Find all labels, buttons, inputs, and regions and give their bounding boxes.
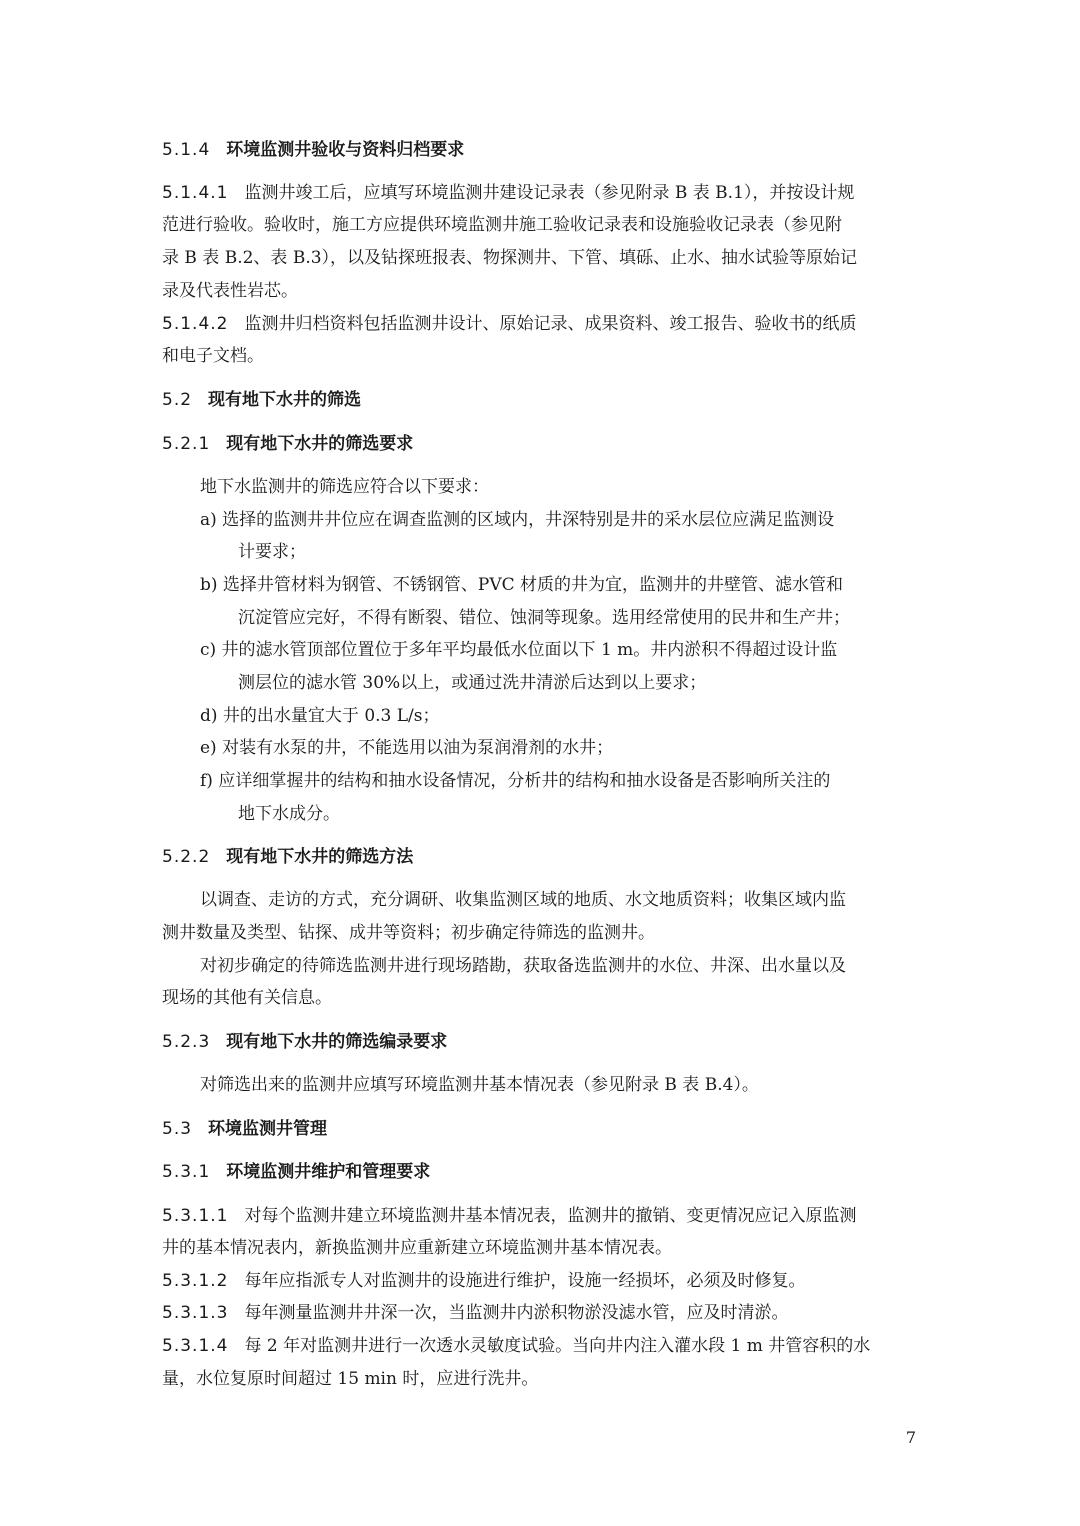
- paragraph-line: [238, 671, 706, 695]
- paragraph-line: [200, 736, 613, 760]
- line-text: 录 B 表 B.2、表 B.3），以及钻探班报表、物探测井、下管、填砾、止水、抽水试验等原始记: [162, 248, 858, 268]
- paragraph-line: [238, 540, 306, 564]
- page-number: 7: [905, 1428, 916, 1447]
- paragraph-line: [162, 986, 332, 1010]
- paragraph-line: [238, 606, 850, 630]
- paragraph-line: [162, 1301, 788, 1325]
- line-text: 地下水监测井的筛选应符合以下要求：: [200, 477, 489, 497]
- section-heading: [162, 432, 413, 456]
- clause-number: 5.2.2: [162, 847, 211, 867]
- section-heading: [162, 1160, 430, 1184]
- line-text: 环境监测井管理: [208, 1119, 328, 1139]
- clause-number: 5.3.1.4: [162, 1336, 229, 1356]
- clause-number: 5.3.1.1: [162, 1206, 229, 1226]
- line-text: 以调查、走访的方式，充分调研、收集监测区域的地质、水文地质资料；收集区域内监: [200, 890, 846, 910]
- section-heading: [162, 1030, 447, 1054]
- line-text: 测层位的滤水管 30%以上，或通过洗井清淤后达到以上要求；: [238, 673, 707, 693]
- line-text: 录及代表性岩芯。: [162, 281, 298, 301]
- paragraph-line: [200, 704, 440, 728]
- clause-number: 5.3.1.2: [162, 1271, 229, 1291]
- clause-number: 5.3.1.3: [162, 1303, 229, 1323]
- line-text: 计要求；: [238, 542, 306, 562]
- paragraph-line: [162, 213, 842, 237]
- paragraph-line: [162, 312, 856, 336]
- line-text: c) 井的滤水管顶部位置位于多年平均最低水位面以下 1 m。井内淤积不得超过设计监: [200, 640, 838, 660]
- line-text: 对初步确定的待筛选监测井进行现场踏勘，获取备选监测井的水位、井深、出水量以及: [200, 956, 846, 976]
- line-text: 每年应指派专人对监测井的设施进行维护，设施一经损坏，必须及时修复。: [244, 1271, 806, 1291]
- paragraph-line: [162, 921, 655, 945]
- line-text: 现有地下水井的筛选: [208, 390, 362, 410]
- clause-number: 5.3.1: [162, 1162, 211, 1182]
- paragraph-line: [238, 802, 340, 826]
- paragraph-line: [200, 1073, 759, 1097]
- paragraph-line: [162, 1236, 672, 1260]
- line-text: 现有地下水井的筛选编录要求: [226, 1032, 448, 1052]
- paragraph-line: [162, 1334, 870, 1358]
- clause-number: 5.2.1: [162, 434, 211, 454]
- paragraph-line: [162, 1269, 805, 1293]
- line-text: e) 对装有水泵的井，不能选用以油为泵润滑剂的水井；: [200, 738, 614, 758]
- line-text: 环境监测井验收与资料归档要求: [226, 140, 465, 160]
- clause-number: 5.3: [162, 1119, 193, 1139]
- paragraph-line: [162, 181, 854, 205]
- line-text: 环境监测井维护和管理要求: [226, 1162, 431, 1182]
- line-text: 沉淀管应完好，不得有断裂、错位、蚀洞等现象。选用经常使用的民井和生产井；: [238, 608, 850, 628]
- section-heading: [162, 138, 464, 162]
- line-text: 和电子文档。: [162, 346, 264, 366]
- paragraph-line: [162, 1204, 856, 1228]
- line-text: 每年测量监测井井深一次，当监测井内淤积物淤没滤水管，应及时清淤。: [244, 1303, 789, 1323]
- paragraph-line: [162, 246, 857, 270]
- section-heading: [162, 845, 413, 869]
- clause-number: 5.2: [162, 390, 193, 410]
- line-text: 现有地下水井的筛选要求: [226, 434, 414, 454]
- paragraph-line: [162, 344, 264, 368]
- line-text: 现场的其他有关信息。: [162, 988, 332, 1008]
- line-text: 监测井竣工后，应填写环境监测井建设记录表（参见附录 B 表 B.1），并按设计规: [244, 183, 855, 203]
- paragraph-line: [200, 888, 846, 912]
- line-text: 对筛选出来的监测井应填写环境监测井基本情况表（参见附录 B 表 B.4）。: [200, 1075, 759, 1095]
- line-text: b) 选择井管材料为钢管、不锈钢管、PVC 材质的井为宜，监测井的井壁管、滤水管和: [200, 575, 844, 595]
- line-text: a) 选择的监测井井位应在调查监测的区域内，井深特别是井的采水层位应满足监测设: [200, 510, 835, 530]
- paragraph-line: [162, 279, 298, 303]
- paragraph-line: [162, 1367, 538, 1391]
- line-text: 范进行验收。验收时，施工方应提供环境监测井施工验收记录表和设施验收记录表（参见附: [162, 215, 842, 235]
- line-text: 测井数量及类型、钻探、成井等资料；初步确定待筛选的监测井。: [162, 923, 655, 943]
- line-text: 现有地下水井的筛选方法: [226, 847, 414, 867]
- clause-number: 5.1.4.2: [162, 314, 229, 334]
- line-text: 地下水成分。: [238, 804, 340, 824]
- line-text: 量，水位复原时间超过 15 min 时，应进行洗井。: [162, 1369, 539, 1389]
- clause-number: 5.1.4: [162, 140, 211, 160]
- section-heading: [162, 1117, 327, 1141]
- paragraph-line: [200, 954, 846, 978]
- line-text: 监测井归档资料包括监测井设计、原始记录、成果资料、竣工报告、验收书的纸质: [244, 314, 857, 334]
- paragraph-line: [200, 573, 843, 597]
- paragraph-line: [200, 508, 834, 532]
- line-text: d) 井的出水量宜大于 0.3 L/s；: [200, 706, 440, 726]
- line-text: 对每个监测井建立环境监测井基本情况表，监测井的撤销、变更情况应记入原监测: [244, 1206, 857, 1226]
- paragraph-line: [200, 769, 830, 793]
- paragraph-line: [200, 475, 489, 499]
- paragraph-line: [200, 638, 837, 662]
- line-text: 每 2 年对监测井进行一次透水灵敏度试验。当向井内注入灌水段 1 m 井管容积的水: [244, 1336, 871, 1356]
- line-text: 井的基本情况表内，新换监测井应重新建立环境监测井基本情况表。: [162, 1238, 672, 1258]
- clause-number: 5.1.4.1: [162, 183, 229, 203]
- line-text: f) 应详细掌握井的结构和抽水设备情况，分析井的结构和抽水设备是否影响所关注的: [200, 771, 831, 791]
- section-heading: [162, 388, 361, 412]
- clause-number: 5.2.3: [162, 1032, 211, 1052]
